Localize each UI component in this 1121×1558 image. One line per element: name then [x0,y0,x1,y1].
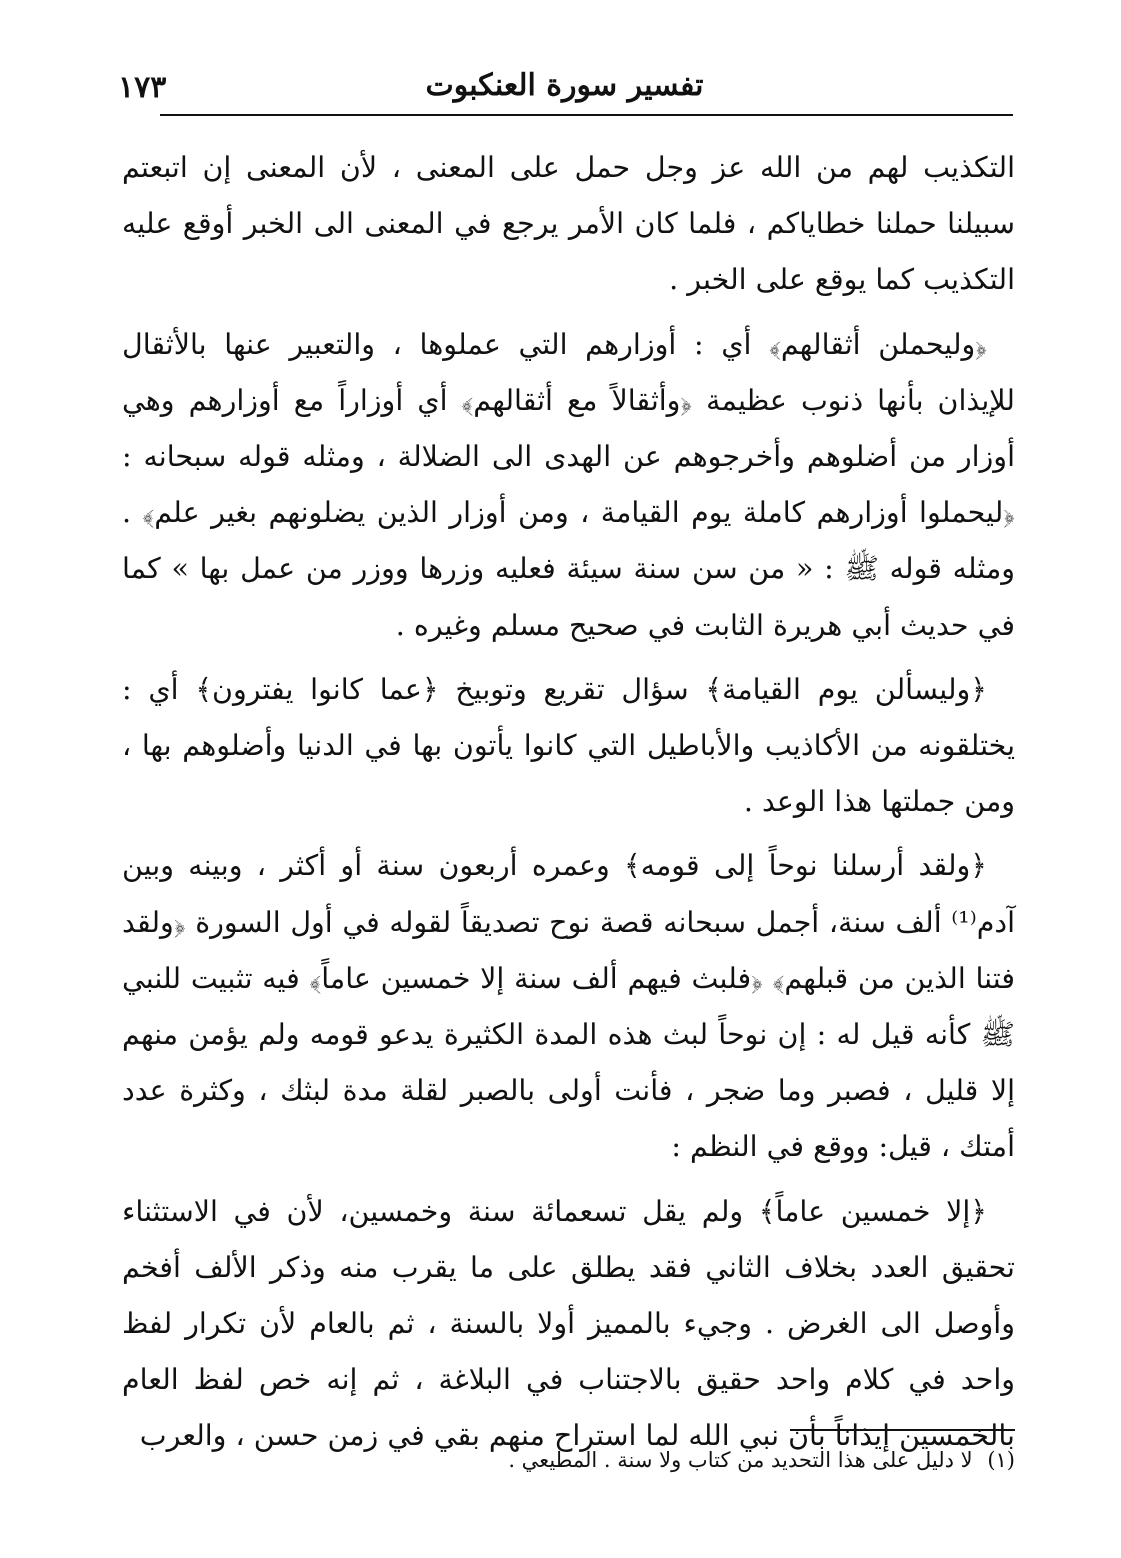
paragraph [122,317,1015,654]
paragraph-text: ﴿وليسألن يوم القيامة﴾ سؤال تقريع وتوبيخ ﴿عما كانوا يفترون﴾ أي : يختلقونه من الأكاذيب والأباطيل التي كانوا يأتون بها في الدنيا وأضلوهم بها ، ومن جملتها هذا الوعد . [122,672,1015,819]
header-rule [160,114,1013,116]
paragraph-text: ﴿إلا خمسين عاماً﴾ ولم يقل تسعمائة سنة وخمسين، لأن في الاستثناء تحقيق العدد بخلاف الثاني فقد يطلق على ما يقرب منه وذكر الألف أفخم وأوصل الى الغرض . وجيء بالمميز أولا بالسنة ، ثم بالعام لأن تكرار لفظ واحد في كلام واحد حقيق بالاجتناب في البلاغة ، ثم إنه خص لفظ العام بالخمسين إيذاناً بأن نبي الله لما استراح منهم بقي في زمن حسن ، والعرب [122,1194,1015,1453]
footnote-rule [790,1429,1015,1431]
paragraph-text: ﴿وليحملن أثقالهم﴾ أي : أوزارهم التي عملوها ، والتعبير عنها بالأثقال للإيذان بأنها ذنوب عظيمة ﴿وأثقالاً مع أثقالهم﴾ أي أوزاراً مع أوزارهم وهي أوزار من أضلوهم وأخرجوهم عن الهدى الى الضلالة ، ومثله قوله سبحانه : ﴿ليحملوا أوزارهم كاملة يوم القيامة ، ومن أوزار الذين يضلونهم بغير علم﴾ . ومثله قوله ﷺ : « من سن سنة سيئة فعليه وزرها ووزر من عمل بها » كما في حديث أبي هريرة الثابت في صحيح مسلم وغيره . [122,327,1015,642]
body-text [122,140,1015,1473]
paragraph-text: التكذيب لهم من الله عز وجل حمل على المعنى ، لأن المعنى إن اتبعتم سبيلنا حملنا خطاياكم ، فلما كان الأمر يرجع في المعنى الى الخبر أوقع عليه التكذيب كما يوقع على الخبر . [122,151,1015,297]
running-title: تفسير سورة العنكبوت [425,68,704,103]
footnote-text: لا دليل على هذا التحديد من كتاب ولا سنة . المطيعي . [508,1448,973,1472]
paragraph-text: ﴿ولقد أرسلنا نوحاً إلى قومه﴾ وعمره أربعون سنة أو أكثر ، وبينه وبين آدم⁽¹⁾ ألف سنة، أجمل سبحانه قصة نوح تصديقاً لقوله في أول السورة ﴿ولقد فتنا الذين من قبلهم﴾ ﴿فلبث فيهم ألف سنة إلا خمسين عاماً﴾ فيه تثبيت للنبي ﷺ كأنه قيل له : إن نوحاً لبث هذه المدة الكثيرة يدعو قومه ولم يؤمن منهم إلا قليل ، فصبر وما ضجر ، فأنت أولى بالصبر لقلة مدة لبثك ، وكثرة عدد أمتك ، قيل: ووقع في النظم : [122,849,1015,1164]
footnote [300,1448,1015,1472]
paragraph [122,1184,1015,1465]
page-number: ١٧٣ [118,70,167,105]
paragraph [122,838,1015,1175]
footnote-marker: (١) [987,1448,1015,1472]
paragraph [122,662,1015,831]
paragraph [122,140,1015,309]
page-header [118,66,1011,110]
